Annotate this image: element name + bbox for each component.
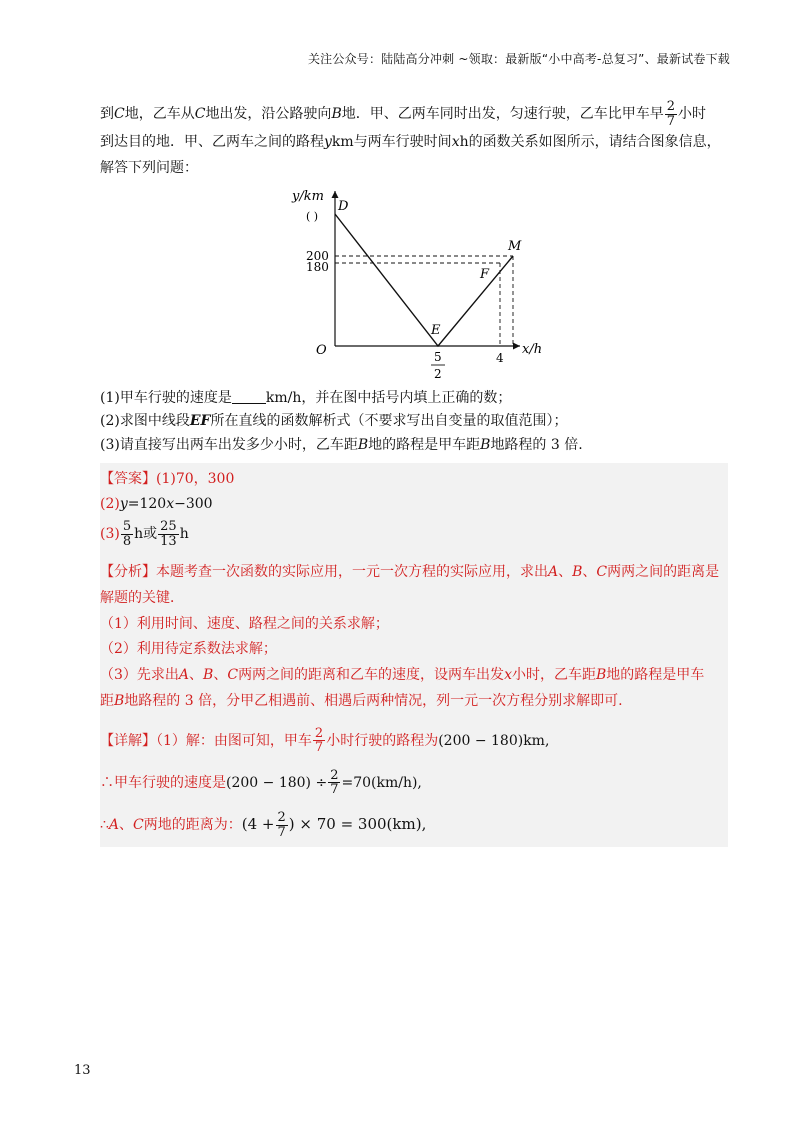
text: 到	[100, 106, 114, 123]
text: 、	[189, 667, 204, 684]
y-axis-label: y/km	[292, 188, 324, 204]
text: h或	[134, 526, 158, 543]
analysis-line-2: 解题的关键．	[100, 590, 184, 607]
answer-line-3	[100, 518, 728, 550]
fraction	[158, 520, 179, 548]
fraction	[665, 100, 677, 128]
fraction	[328, 769, 340, 797]
var-b: B	[595, 667, 607, 684]
text: 地路程的 3 倍，分甲乙相遇前、相遇后两种情况，列一元一次方程分别求解即可.	[124, 692, 623, 709]
origin-label: O	[316, 342, 327, 358]
expression: (4 +	[241, 815, 275, 834]
tick-2-den: 2	[434, 366, 442, 381]
var-c: C	[133, 817, 144, 834]
text: (3)	[100, 526, 120, 543]
var-b: B	[114, 692, 125, 709]
text: 两两之间的距离和乙车的速度，设两车出发	[238, 667, 505, 684]
page-header: 关注公众号：陆陆高分冲刺 ~领取：最新版“小中高考-总复习”、最新试卷下载	[307, 52, 730, 66]
paren-blank: ( )	[306, 209, 319, 223]
var-b: B	[480, 437, 491, 454]
text: km/h，并在图中括号内填上正确的数；	[265, 389, 512, 406]
text: 两两之间的距离是	[607, 564, 720, 581]
numerator: 2	[666, 99, 676, 114]
text: ∴	[100, 817, 109, 834]
numerator: 2	[314, 725, 324, 741]
var-x: x	[166, 496, 175, 513]
text: 地．甲、乙两车同时出发，匀速行驶，乙车比甲车早	[341, 106, 664, 123]
problem-line-1	[100, 100, 728, 128]
expression: (200 − 180)km,	[438, 732, 550, 749]
text: （3）先求出	[100, 667, 179, 684]
text: 地，乙车从	[124, 106, 195, 123]
question-1	[100, 388, 728, 410]
denominator: 7	[330, 782, 339, 798]
numerator: 25	[160, 519, 177, 535]
answer-blank	[232, 389, 266, 404]
text: ∴甲车行驶的速度是	[100, 774, 226, 791]
var-b: B	[357, 437, 369, 454]
text: −300	[174, 496, 213, 513]
text: 与两车行驶时间	[353, 134, 452, 151]
text: (3)请直接写出两车出发多少小时，乙车距	[100, 437, 358, 454]
var-b: B	[331, 106, 342, 123]
answer-tag: 【答案】	[100, 470, 156, 487]
detail-line-3	[100, 809, 728, 841]
fraction	[276, 811, 288, 839]
text: （1）解：由图可知，甲车	[156, 732, 312, 749]
numerator: 5	[122, 519, 132, 535]
graph-svg	[270, 186, 560, 386]
text: 地的路程是甲车	[606, 667, 705, 684]
question-2	[100, 411, 728, 433]
numerator: 2	[277, 810, 286, 826]
text: 、	[582, 564, 597, 581]
point-m: M	[508, 238, 522, 254]
fraction	[313, 727, 325, 755]
text: (2)	[100, 496, 120, 513]
denominator: 13	[160, 533, 177, 549]
var-x: x	[451, 134, 460, 151]
var-a: A	[548, 564, 559, 581]
var-y: y	[119, 496, 128, 513]
function-graph	[100, 186, 728, 386]
text: 所在直线的函数解析式（不要求写出自变量的取值范围）；	[210, 413, 568, 430]
var-a: A	[178, 667, 190, 684]
step-3-cont	[100, 689, 728, 715]
unit: km	[331, 134, 354, 151]
denominator: 8	[122, 533, 132, 549]
document-body	[100, 100, 728, 847]
text: 地出发，沿公路驶向	[205, 106, 332, 123]
question-3	[100, 435, 728, 457]
var-c: C	[194, 106, 206, 123]
text: 小时	[678, 106, 707, 123]
text: 本题考查一次函数的实际应用，一元一次方程的实际应用，求出	[156, 564, 548, 581]
text: 地的路程是甲车距	[368, 437, 481, 454]
step-1: （1）利用时间、速度、路程之间的关系求解；	[100, 615, 389, 632]
tick-180: 180	[306, 259, 329, 274]
detail-line-1	[100, 725, 728, 757]
text: (2)求图中线段	[100, 413, 190, 430]
expression: =70(km/h),	[341, 774, 422, 791]
var-x: x	[504, 667, 512, 684]
tick-5-num: 5	[434, 349, 442, 364]
text: 、	[558, 564, 573, 581]
text: 两地的距离为：	[143, 817, 242, 834]
fraction	[121, 520, 133, 548]
step-2: （2）利用待定系数法求解；	[100, 641, 277, 658]
text: 小时，乙车距	[511, 667, 596, 684]
text: 距	[100, 692, 114, 709]
text: 地路程的 3 倍.	[490, 437, 583, 454]
detail-line-2	[100, 767, 728, 799]
problem-line-2	[100, 132, 728, 154]
denominator: 7	[277, 824, 286, 840]
var-c: C	[596, 564, 608, 581]
text: (1)70，300	[156, 470, 235, 487]
segment-ef: EF	[189, 413, 211, 430]
var-b: B	[203, 667, 214, 684]
answer-line-2	[100, 492, 728, 518]
text: 、	[119, 817, 134, 834]
var-c: C	[114, 106, 125, 123]
var-a: A	[108, 817, 120, 834]
answer-section	[100, 463, 728, 848]
answer-line-1	[100, 467, 728, 493]
text: 小时行驶的路程为	[326, 732, 439, 749]
detail-tag: 【详解】	[100, 732, 156, 749]
expression: ) × 70 = 300(km),	[288, 815, 427, 834]
tick-4: 4	[496, 350, 504, 365]
var-c: C	[227, 667, 239, 684]
text: (1)甲车行驶的速度是	[100, 389, 232, 406]
text: h	[179, 526, 189, 543]
numerator: 2	[330, 767, 339, 783]
denominator: 7	[314, 740, 324, 756]
analysis-line-1	[100, 560, 728, 586]
tick-200: 200	[306, 248, 329, 263]
point-e: E	[431, 322, 441, 338]
text: =120	[127, 496, 167, 513]
var-b: B	[572, 564, 583, 581]
page-number: 13	[74, 1063, 91, 1078]
var-y: y	[324, 134, 332, 151]
denominator: 7	[666, 113, 676, 129]
point-f: F	[480, 266, 490, 282]
text: 到达目的地．甲、乙两车之间的路程	[100, 134, 324, 151]
problem-line-3: 解答下列问题：	[100, 159, 198, 176]
step-3	[100, 663, 728, 689]
expression: (200 − 180) ÷	[226, 774, 328, 791]
analysis-tag: 【分析】	[100, 564, 156, 581]
text: 的函数关系如图所示，请结合图象信息，	[468, 134, 721, 151]
unit: h	[459, 134, 469, 151]
x-axis-label: x/h	[522, 341, 543, 357]
point-d: D	[338, 198, 349, 214]
text: 、	[213, 667, 228, 684]
